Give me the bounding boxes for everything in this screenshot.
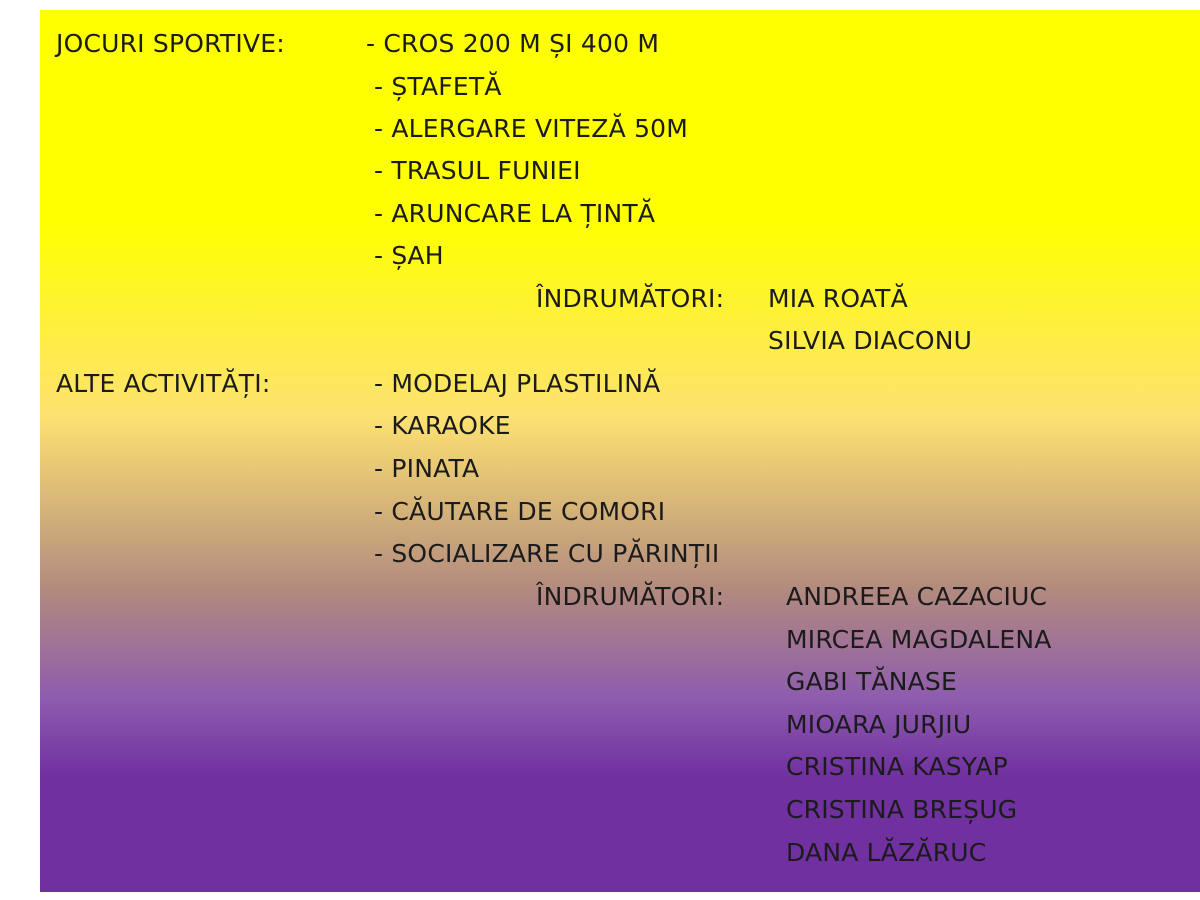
- activity-item: - TRASUL FUNIEI: [374, 156, 581, 185]
- guides-label: ÎNDRUMĂTORI:: [536, 582, 725, 611]
- guide-name: CRISTINA KASYAP: [786, 752, 1008, 781]
- section-heading-other: ALTE ACTIVITĂȚI:: [56, 369, 271, 398]
- guides-label: ÎNDRUMĂTORI:: [536, 284, 725, 313]
- activity-item: - CĂUTARE DE COMORI: [374, 497, 666, 526]
- activity-item: - PINATA: [374, 454, 480, 483]
- activity-item: - CROS 200 M ȘI 400 M: [366, 29, 660, 58]
- section-heading-sports: JOCURI SPORTIVE:: [56, 29, 285, 58]
- guide-name: MIRCEA MAGDALENA: [786, 625, 1052, 654]
- slide: [40, 10, 1200, 892]
- activity-item: - MODELAJ PLASTILINĂ: [374, 369, 661, 398]
- guide-name: MIOARA JURJIU: [786, 710, 972, 739]
- guide-name: CRISTINA BREȘUG: [786, 795, 1018, 824]
- activity-item: - ȘAH: [374, 241, 444, 270]
- activity-item: - ARUNCARE LA ȚINTĂ: [374, 199, 656, 228]
- guide-name: DANA LĂZĂRUC: [786, 838, 987, 867]
- guide-name: GABI TĂNASE: [786, 667, 957, 696]
- activity-item: - SOCIALIZARE CU PĂRINȚII: [374, 539, 720, 568]
- guide-name: ANDREEA CAZACIUC: [786, 582, 1048, 611]
- guide-name: SILVIA DIACONU: [768, 326, 973, 355]
- activity-item: - KARAOKE: [374, 411, 511, 440]
- activity-item: - ȘTAFETĂ: [374, 72, 502, 101]
- guide-name: MIA ROATĂ: [768, 284, 908, 313]
- activity-item: - ALERGARE VITEZĂ 50M: [374, 114, 689, 143]
